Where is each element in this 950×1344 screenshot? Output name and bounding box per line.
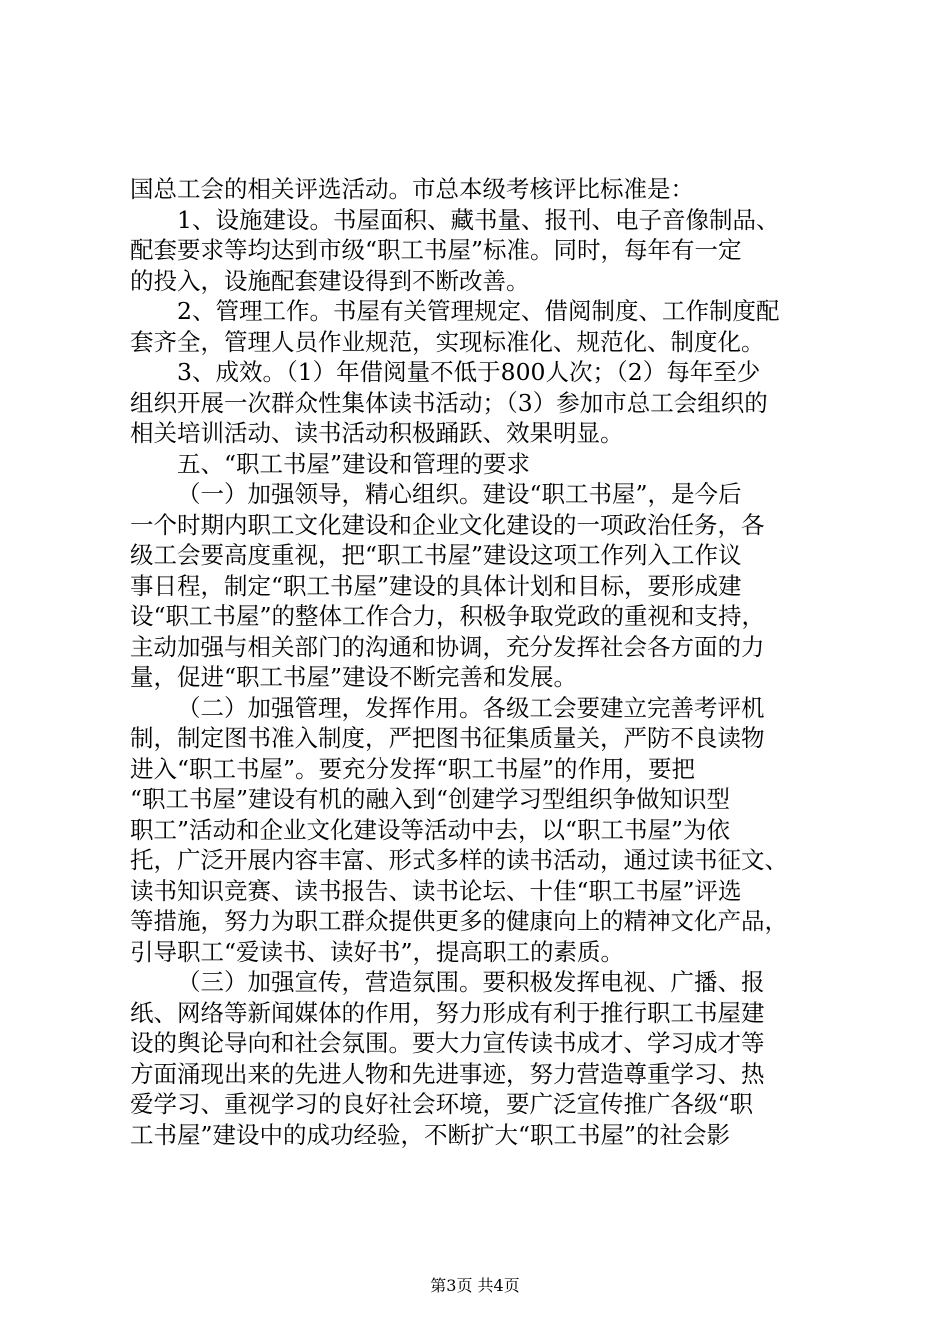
text-line: 托，广泛开展内容丰富、形式多样的读书活动，通过读书征文、: [130, 846, 788, 874]
text-line: 方面涌现出来的先进人物和先进事迹，努力营造尊重学习、热: [130, 1059, 765, 1088]
text-line: 级工会要高度重视，把“职工书屋”建设这项工作列入工作议: [130, 541, 742, 569]
text-line: 主动加强与相关部门的沟通和协调，充分发挥社会各方面的力: [130, 632, 765, 661]
text-line: 纸、网络等新闻媒体的作用，努力形成有利于推行职工书屋建: [130, 998, 765, 1027]
text-line: 一个时期内职工文化建设和企业文化建设的一项政治任务，各: [130, 510, 765, 539]
text-line: 读书知识竞赛、读书报告、读书论坛、十佳“职工书屋”评选: [130, 876, 742, 905]
text-line: 1、设施建设。书屋面积、藏书量、报刊、电子音像制品、: [177, 205, 780, 234]
text-line: 引导职工“爱读书、读好书”，提高职工的素质。: [130, 937, 625, 966]
text-line: 工书屋”建设中的成功经验，不断扩大“职工书屋”的社会影: [130, 1120, 731, 1149]
text-line: 五、“职工书屋”建设和管理的要求: [177, 449, 531, 478]
text-line: “职工书屋”建设有机的融入到“创建学习型组织争做知识型: [130, 785, 731, 813]
text-line: 组织开展一次群众性集体读书活动；（3）参加市总工会组织的: [130, 388, 768, 417]
text-line: 国总工会的相关评选活动。市总本级考核评比标准是：: [130, 175, 694, 203]
text-line: 爱学习、重视学习的良好社会环境，要广泛宣传推广各级“职: [130, 1090, 754, 1118]
text-line: 的投入，设施配套建设得到不断改善。: [130, 266, 530, 295]
text-line: 套齐全，管理人员作业规范，实现标准化、规范化、制度化。: [130, 327, 765, 356]
text-line: （三）加强宣传，营造氛围。要积极发挥电视、广播、报: [177, 968, 765, 996]
text-line: 进入“职工书屋”。要充分发挥“职工书屋”的作用，要把: [130, 754, 696, 783]
text-line: 量，促进“职工书屋”建设不断完善和发展。: [130, 663, 578, 691]
text-line: 设的舆论导向和社会氛围。要大力宣传读书成才、学习成才等: [130, 1029, 765, 1057]
text-line: 2、管理工作。书屋有关管理规定、借阅制度、工作制度配: [177, 297, 780, 325]
text-line: 3、成效。（1）年借阅量不低于800人次；（2）每年至少: [177, 358, 761, 386]
text-line: （一）加强领导，精心组织。建设“职工书屋”，是今后: [177, 480, 742, 508]
text-line: 等措施，努力为职工群众提供更多的健康向上的精神文化产品，: [130, 907, 788, 935]
text-line: 相关培训活动、读书活动积极踊跃、效果明显。: [130, 419, 624, 447]
text-line: 配套要求等均达到市级“职工书屋”标准。同时，每年有一定: [130, 236, 742, 264]
text-line: 职工”活动和企业文化建设等活动中去，以“职工书屋”为依: [130, 815, 731, 844]
text-line: 事日程，制定“职工书屋”建设的具体计划和目标，要形成建: [130, 571, 742, 600]
text-line: 设“职工书屋”的整体工作合力，积极争取党政的重视和支持，: [130, 602, 766, 630]
document-body: [130, 174, 830, 1150]
text-line: 制，制定图书准入制度，严把图书征集质量关，严防不良读物: [130, 724, 765, 752]
text-line: （二）加强管理，发挥作用。各级工会要建立完善考评机: [177, 693, 765, 722]
page-footer: 第3页 共4页: [430, 1276, 520, 1295]
